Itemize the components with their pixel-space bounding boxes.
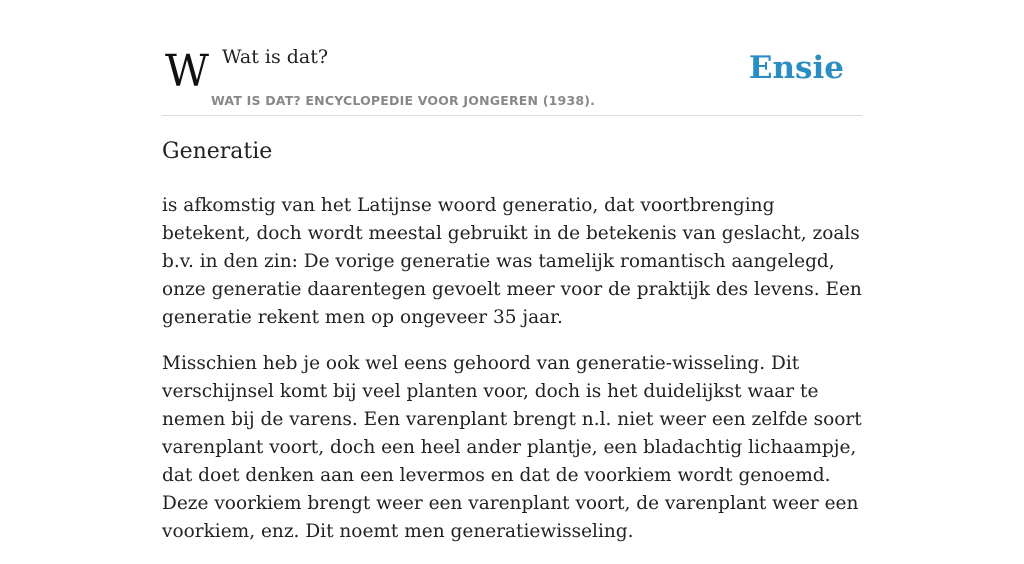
book-title[interactable]: Wat is dat? <box>222 46 329 68</box>
w-serif-logo-icon[interactable] <box>164 46 210 97</box>
book-subtitle: WAT IS DAT? ENCYCLOPEDIE VOOR JONGEREN (1938). <box>211 93 596 108</box>
article-content <box>162 192 862 564</box>
page-header <box>162 40 862 116</box>
ensie-brand-link[interactable]: Ensie <box>748 50 844 86</box>
article-paragraph: is afkomstig van het Latijnse woord generatio, dat voortbrenging betekent, doch wordt meestal gebruikt in de betekenis van geslacht, zoals b.v. in den zin: De vorige generatie was tamelijk romantisch aangelegd, onze generatie daarentegen gevoelt meer voor de praktijk des levens. Een generatie rekent men op ongeveer 35 jaar. <box>162 195 862 328</box>
svg-text:W: W <box>165 46 210 97</box>
article-title: Generatie <box>162 139 273 164</box>
article-paragraph: Misschien heb je ook wel eens gehoord van generatie-wisseling. Dit verschijnsel komt bij veel planten voor, doch is het duidelijkst waar te nemen bij de varens. Een varenplant brengt n.l. niet weer een zelfde soort varenplant voort, doch een heel ander plantje, een bladachtig lichaampje, dat doet denken aan een levermos en dat de voorkiem wordt genoemd. Deze voorkiem brengt weer een varenplant voort, de varenplant weer een voorkiem, enz. Dit noemt men generatiewisseling. <box>162 353 862 542</box>
